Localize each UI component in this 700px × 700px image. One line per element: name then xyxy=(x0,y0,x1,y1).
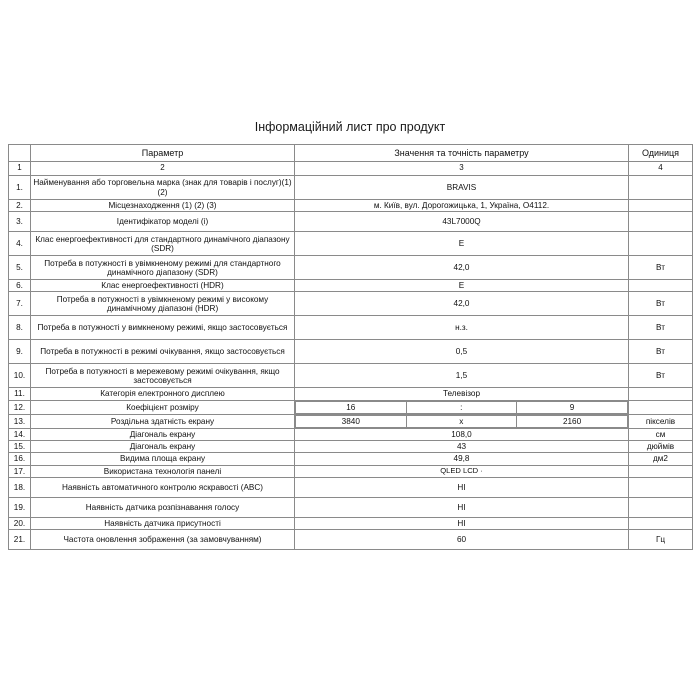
row-value-split xyxy=(295,400,629,414)
resolution-separator: x xyxy=(406,415,517,427)
row-number: 1. xyxy=(9,176,31,200)
table-row xyxy=(9,232,693,256)
table-row xyxy=(9,414,693,428)
row-number: 10. xyxy=(9,364,31,388)
row-number: 18. xyxy=(9,477,31,497)
table-row xyxy=(9,428,693,440)
row-parameter: Потреба в потужності в мережевому режимі очікування, якщо застосовується xyxy=(31,364,295,388)
row-unit: Вт xyxy=(629,340,693,364)
row-number: 12. xyxy=(9,400,31,414)
row-number: 3. xyxy=(9,212,31,232)
row-value: Телевізор xyxy=(295,388,629,400)
row-parameter: Роздільна здатність екрану xyxy=(31,414,295,428)
table-row xyxy=(9,529,693,549)
row-number: 14. xyxy=(9,428,31,440)
aspect-ratio-separator: : xyxy=(406,401,517,413)
row-value: НІ xyxy=(295,497,629,517)
header-unit: Одиниця xyxy=(629,145,693,162)
row-unit xyxy=(629,400,693,414)
row-number: 2. xyxy=(9,200,31,212)
row-value: 43 xyxy=(295,441,629,453)
row-parameter: Ідентифікатор моделі (i) xyxy=(31,212,295,232)
table-row xyxy=(9,200,693,212)
table-row xyxy=(9,517,693,529)
row-parameter: Клас енергоефективності (HDR) xyxy=(31,280,295,292)
row-unit: дюймів xyxy=(629,441,693,453)
table-row xyxy=(9,316,693,340)
column-number-3: 3 xyxy=(295,162,629,176)
row-parameter: Діагональ екрану xyxy=(31,441,295,453)
row-unit xyxy=(629,212,693,232)
row-number: 7. xyxy=(9,292,31,316)
header-value: Значення та точність параметру xyxy=(295,145,629,162)
row-unit: Гц xyxy=(629,529,693,549)
row-parameter: Наявність автоматичного контролю яскравості (ABC) xyxy=(31,477,295,497)
row-number: 20. xyxy=(9,517,31,529)
row-unit: пікселів xyxy=(629,414,693,428)
column-number-1: 1 xyxy=(9,162,31,176)
column-number-row xyxy=(9,162,693,176)
row-parameter: Потреба в потужності в увімкненому режимі у високому динамічному діапазоні (HDR) xyxy=(31,292,295,316)
row-number: 13. xyxy=(9,414,31,428)
row-unit: дм2 xyxy=(629,453,693,465)
table-row xyxy=(9,176,693,200)
table-row xyxy=(9,477,693,497)
row-unit xyxy=(629,232,693,256)
row-parameter: Клас енергоефективності для стандартного динамічного діапазону (SDR) xyxy=(31,232,295,256)
row-number: 6. xyxy=(9,280,31,292)
row-number: 5. xyxy=(9,256,31,280)
row-unit: Вт xyxy=(629,316,693,340)
row-value: м. Київ, вул. Дорогожицька, 1, Україна, О4112. xyxy=(295,200,629,212)
row-parameter: Коефіцієнт розміру xyxy=(31,400,295,414)
row-parameter: Найменування або торговельна марка (знак для товарів і послуг)(1) (2) xyxy=(31,176,295,200)
row-value: QLED LCD · xyxy=(295,465,629,477)
row-unit xyxy=(629,388,693,400)
row-value: НІ xyxy=(295,517,629,529)
row-value: 43L7000Q xyxy=(295,212,629,232)
row-number: 9. xyxy=(9,340,31,364)
row-value: 1,5 xyxy=(295,364,629,388)
row-value: 42,0 xyxy=(295,292,629,316)
row-number: 19. xyxy=(9,497,31,517)
row-number: 8. xyxy=(9,316,31,340)
row-unit xyxy=(629,200,693,212)
table-row xyxy=(9,292,693,316)
row-value: E xyxy=(295,280,629,292)
resolution-width: 3840 xyxy=(296,415,407,427)
row-value: 0,5 xyxy=(295,340,629,364)
row-number: 4. xyxy=(9,232,31,256)
row-unit xyxy=(629,176,693,200)
row-parameter: Видима площа екрану xyxy=(31,453,295,465)
row-number: 21. xyxy=(9,529,31,549)
row-parameter: Категорія електронного дисплею xyxy=(31,388,295,400)
row-value: BRAVIS xyxy=(295,176,629,200)
row-parameter: Потреба в потужності в увімкненому режимі для стандартного динамічного діапазону (SDR) xyxy=(31,256,295,280)
row-value: 108,0 xyxy=(295,428,629,440)
row-unit: Вт xyxy=(629,256,693,280)
table-row xyxy=(9,388,693,400)
row-value: 60 xyxy=(295,529,629,549)
row-parameter: Наявність датчика присутності xyxy=(31,517,295,529)
row-unit: Вт xyxy=(629,292,693,316)
row-value-split xyxy=(295,414,629,428)
row-number: 17. xyxy=(9,465,31,477)
column-number-2: 2 xyxy=(31,162,295,176)
page-title: Інформаційний лист про продукт xyxy=(254,120,446,134)
row-unit xyxy=(629,280,693,292)
table-row xyxy=(9,453,693,465)
row-parameter: Діагональ екрану xyxy=(31,428,295,440)
row-parameter: Частота оновлення зображення (за замовчуванням) xyxy=(31,529,295,549)
row-value: E xyxy=(295,232,629,256)
column-number-4: 4 xyxy=(629,162,693,176)
table-header-row xyxy=(9,145,693,162)
row-parameter: Наявність датчика розпізнавання голосу xyxy=(31,497,295,517)
table-row xyxy=(9,280,693,292)
header-num xyxy=(9,145,31,162)
row-unit xyxy=(629,517,693,529)
row-parameter: Місцезнаходження (1) (2) (3) xyxy=(31,200,295,212)
row-value: 49,8 xyxy=(295,453,629,465)
row-value: 42,0 xyxy=(295,256,629,280)
row-value: НІ xyxy=(295,477,629,497)
table-row xyxy=(9,441,693,453)
header-param: Параметр xyxy=(31,145,295,162)
aspect-ratio-height: 9 xyxy=(517,401,628,413)
table-row xyxy=(9,256,693,280)
row-number: 11. xyxy=(9,388,31,400)
row-number: 16. xyxy=(9,453,31,465)
row-number: 15. xyxy=(9,441,31,453)
row-unit xyxy=(629,465,693,477)
row-unit xyxy=(629,497,693,517)
aspect-ratio-width: 16 xyxy=(296,401,407,413)
table-row xyxy=(9,340,693,364)
resolution-height: 2160 xyxy=(517,415,628,427)
table-row xyxy=(9,465,693,477)
row-value: н.з. xyxy=(295,316,629,340)
row-unit: Вт xyxy=(629,364,693,388)
row-parameter: Потреба в потужності в режимі очікування, якщо застосовується xyxy=(31,340,295,364)
product-information-table xyxy=(8,144,693,550)
row-unit xyxy=(629,477,693,497)
row-unit: см xyxy=(629,428,693,440)
row-parameter: Потреба в потужності у вимкненому режимі, якщо застосовується xyxy=(31,316,295,340)
table-row xyxy=(9,212,693,232)
row-parameter: Використана технологія панелі xyxy=(31,465,295,477)
table-row xyxy=(9,497,693,517)
table-row xyxy=(9,400,693,414)
table-row xyxy=(9,364,693,388)
